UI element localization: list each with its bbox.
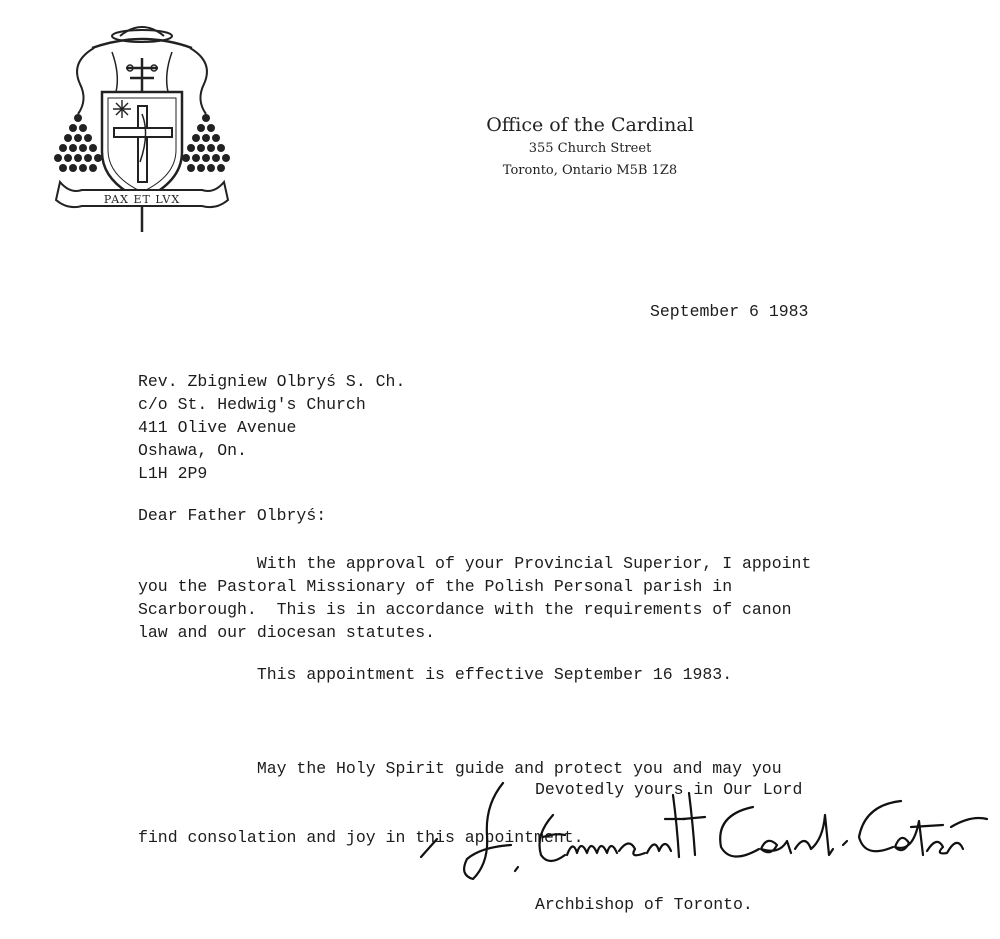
cardinal-coat-of-arms-icon	[50, 22, 235, 237]
paragraph-line: Scarborough. This is in accordance with the requirements of canon	[138, 600, 792, 619]
letter-date: September 6 1983	[650, 302, 809, 321]
letterhead-city: Toronto, Ontario M5B 1Z8	[502, 163, 678, 178]
closing: Devotedly yours in Our Lord	[535, 780, 803, 799]
paragraph-line: With the approval of your Provincial Superior, I appoint	[138, 554, 812, 573]
handwritten-signature	[415, 775, 990, 890]
paragraph-line: May the Holy Spirit guide and protect you and may you	[138, 759, 782, 778]
letterhead-street: 355 Church Street	[528, 141, 652, 156]
address-line: Rev. Zbigniew Olbryś S. Ch.	[138, 372, 406, 391]
letterhead	[450, 112, 730, 182]
letterhead-office: Office of the Cardinal	[486, 114, 694, 136]
paragraph-line: find consolation and joy in this appointment.	[138, 828, 584, 847]
address-line: Oshawa, On.	[138, 441, 247, 460]
crest-motto: PAX ET LVX	[103, 193, 181, 206]
address-line: 411 Olive Avenue	[138, 418, 297, 437]
address-line: c/o St. Hedwig's Church	[138, 395, 366, 414]
paragraph-1	[138, 552, 938, 644]
signer-title: Archbishop of Toronto.	[535, 895, 753, 914]
paragraph-line: you the Pastoral Missionary of the Polish Personal parish in	[138, 577, 733, 596]
paragraph-2: This appointment is effective September 16 1983.	[138, 665, 733, 684]
address-line: L1H 2P9	[138, 464, 208, 483]
salutation: Dear Father Olbryś:	[138, 506, 327, 525]
recipient-address	[138, 370, 405, 485]
paragraph-line: law and our diocesan statutes.	[138, 623, 436, 642]
